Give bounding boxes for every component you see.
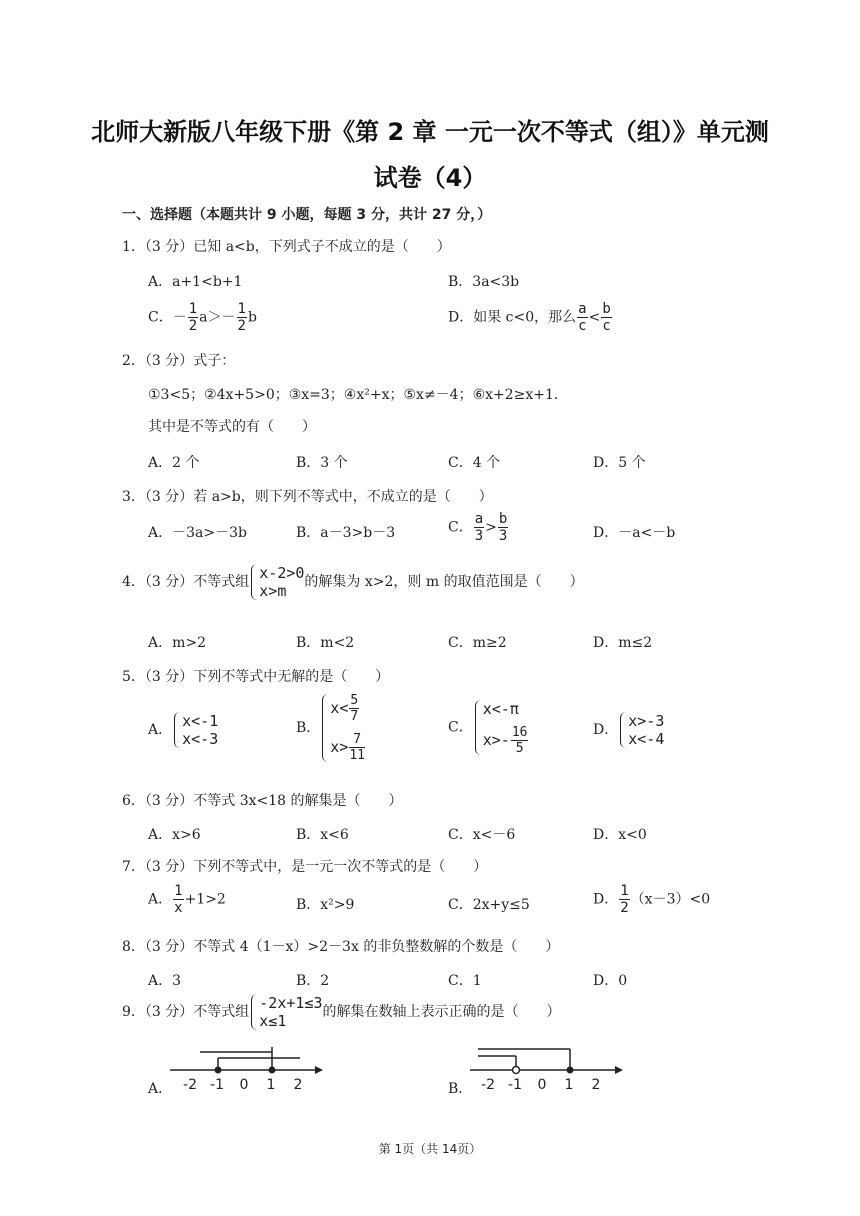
- q1-option-d: D．如果 c<0，那么 $\frac{a}{c}$ < $\frac{b}{c}$: [448, 301, 611, 334]
- q2-option-b: B．3 个: [296, 455, 348, 471]
- q9-option-a-label: A．: [148, 1081, 173, 1097]
- q7-option-a: A． $\frac{1}{x}$ +1>2: [148, 883, 226, 916]
- q3-option-d: D．－a<－b: [593, 525, 676, 541]
- question-6-stem: 6．（3 分）不等式 3x<18 的解集是（ ）: [122, 793, 403, 809]
- question-3-stem: 3．（3 分）若 a>b，则下列不等式中，不成立的是（ ）: [122, 489, 493, 505]
- q7-option-c: C．2x+y≤5: [448, 897, 530, 913]
- question-1-stem: 1．（3 分）已知 a<b，下列式子不成立的是（ ）: [122, 239, 451, 255]
- q9-option-b-label: B．: [448, 1081, 473, 1097]
- q5-option-b: B． x< $\frac{5}{7}$ x> $\frac{7}{11}$: [296, 693, 366, 763]
- tick-label: 1: [564, 1077, 574, 1093]
- q3-option-a: A．－3a>－3b: [148, 525, 247, 541]
- inequality-system: -2x+1≤3 x≤1: [249, 994, 322, 1030]
- q2-subquestion: 其中是不等式的有（ ）: [148, 419, 316, 435]
- q3-option-c: C． $\frac{a}{3}$ > $\frac{b}{3}$: [448, 511, 508, 544]
- q8-option-c: C．1: [448, 973, 482, 989]
- tick-label: 2: [591, 1077, 601, 1093]
- q2-expression-list: ①3<5；②4x+5>0；③x=3；④x²+x；⑤x≠－4；⑥x+2≥x+1．: [148, 387, 568, 403]
- q1-option-c: C．－ $\frac{1}{2}$ a＞－ $\frac{1}{2}$ b: [148, 301, 257, 334]
- q8-option-b: B．2: [296, 973, 330, 989]
- q1-option-b: B．3a<3b: [448, 274, 520, 290]
- title-line-1: 北师大新版八年级下册《第 2 章 一元一次不等式（组）》单元测: [91, 118, 769, 146]
- q9-option-b-number-line: [470, 1044, 630, 1094]
- question-4-stem: 4．（3 分）不等式组 x-2>0 x>m 的解集为 x>2，则 m 的取值范围是（ ）: [122, 564, 584, 600]
- tick-label: -1: [210, 1077, 224, 1093]
- q2-option-d: D．5 个: [593, 455, 646, 471]
- tick-label: 2: [293, 1077, 303, 1093]
- section-heading: 一、选择题（本题共计 9 小题，每题 3 分，共计 27 分，）: [122, 207, 492, 223]
- tick-label: 1: [266, 1077, 276, 1093]
- q6-option-b: B．x<6: [296, 827, 349, 843]
- q2-option-c: C．4 个: [448, 455, 501, 471]
- tick-label: -2: [481, 1077, 495, 1093]
- tick-label: -2: [183, 1077, 197, 1093]
- q1-option-a: A．a+1<b+1: [148, 274, 243, 290]
- question-9-stem: 9．（3 分）不等式组 -2x+1≤3 x≤1 的解集在数轴上表示正确的是（ ）: [122, 994, 561, 1030]
- q8-option-a: A．3: [148, 973, 182, 989]
- tick-label: 0: [537, 1077, 547, 1093]
- question-8-stem: 8．（3 分）不等式 4（1－x）>2－3x 的非负整数解的个数是（ ）: [122, 939, 560, 955]
- q6-option-d: D．x<0: [593, 827, 647, 843]
- q6-option-c: C．x<－6: [448, 827, 516, 843]
- page-footer: 第 1页（共 14页）: [378, 1142, 482, 1156]
- q5-option-a: A． x<-1 x<-3: [148, 712, 219, 748]
- q2-option-a: A．2 个: [148, 455, 200, 471]
- q4-option-b: B．m<2: [296, 635, 355, 651]
- title-line-2: 试卷（4）: [373, 164, 487, 192]
- q8-option-d: D．0: [593, 973, 628, 989]
- q5-option-c: C． x<-π x>- $\frac{16}{5}$: [448, 700, 528, 756]
- question-7-stem: 7．（3 分）下列不等式中，是一元一次不等式的是（ ）: [122, 859, 488, 875]
- q9-option-a-number-line: [170, 1044, 330, 1094]
- q7-option-b: B．x²>9: [296, 897, 355, 913]
- question-2-stem: 2．（3 分）式子：: [122, 353, 236, 369]
- q4-option-a: A．m>2: [148, 635, 207, 651]
- q3-option-b: B．a－3>b－3: [296, 525, 396, 541]
- q5-option-d: D． x>-3 x<-4: [593, 712, 665, 748]
- q4-option-c: C．m≥2: [448, 635, 507, 651]
- question-5-stem: 5．（3 分）下列不等式中无解的是（ ）: [122, 669, 390, 685]
- q4-option-d: D．m≤2: [593, 635, 653, 651]
- tick-label: -1: [508, 1077, 522, 1093]
- q7-option-d: D． $\frac{1}{2}$ （x－3）<0: [593, 883, 711, 916]
- tick-label: 0: [239, 1077, 249, 1093]
- q6-option-a: A．x>6: [148, 827, 201, 843]
- inequality-system: x-2>0 x>m: [249, 564, 304, 600]
